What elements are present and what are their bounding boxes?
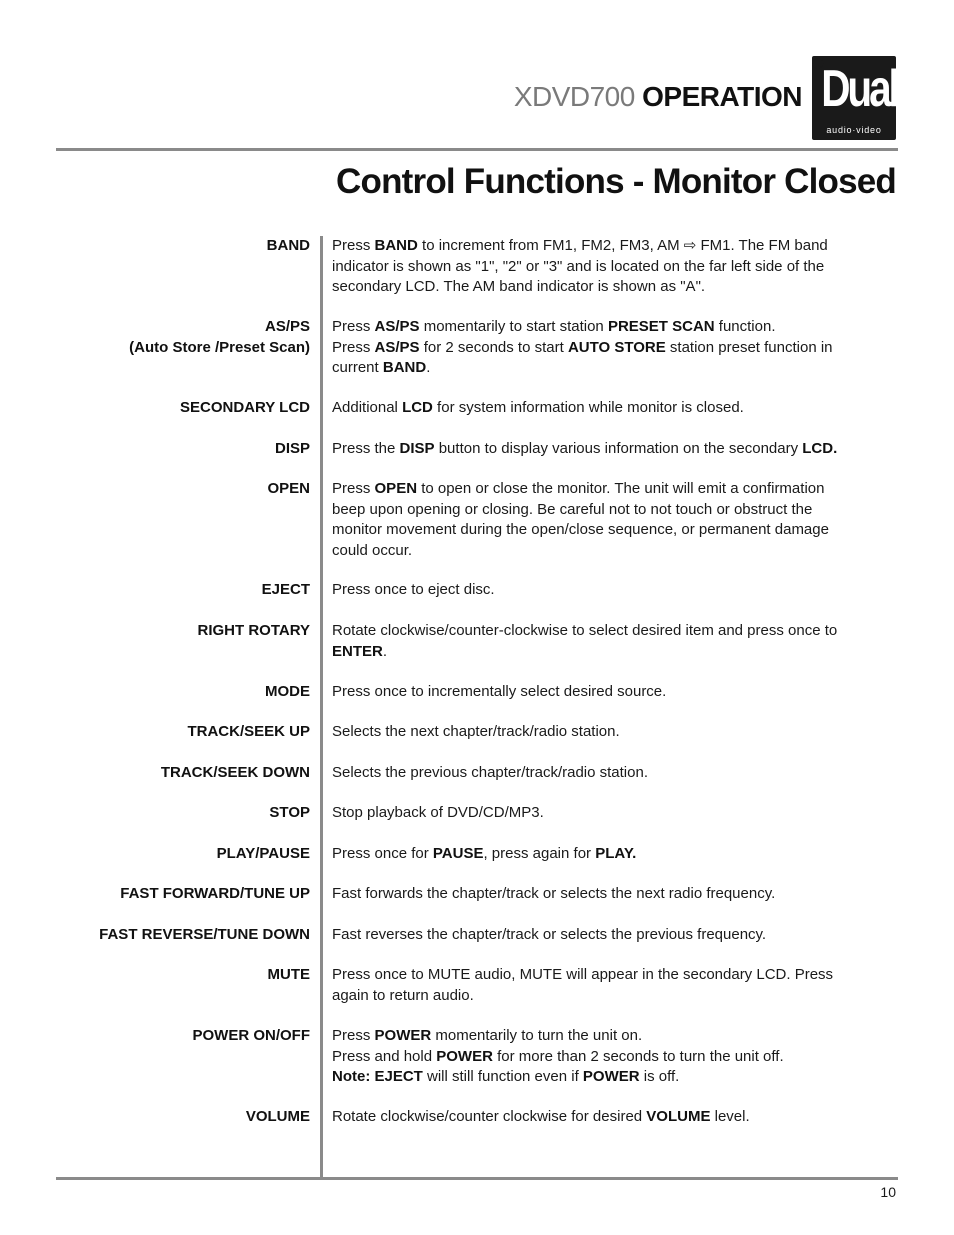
description-text: Press once for <box>332 845 433 862</box>
description-line <box>332 1047 892 1068</box>
top-rule <box>56 148 898 151</box>
function-term-line: BAND <box>266 237 310 254</box>
description-line <box>332 541 892 562</box>
description-text: Press once to MUTE audio, MUTE will appear in the secondary LCD. Press <box>332 966 834 983</box>
function-description <box>332 803 892 824</box>
function-term-line: AS/PS <box>264 318 310 335</box>
description-line <box>332 236 892 257</box>
function-term <box>262 580 310 601</box>
description-line <box>332 317 892 338</box>
function-term <box>180 398 310 419</box>
section-name: OPERATION <box>642 81 802 112</box>
function-term <box>267 479 310 500</box>
function-term-line: VOLUME <box>245 1108 310 1125</box>
description-text: beep upon opening or closing. Be careful not to not touch or obstruct the <box>332 500 813 518</box>
function-term <box>198 621 311 642</box>
description-text: function. <box>714 318 776 335</box>
function-description <box>332 621 892 662</box>
function-term-line: TRACK/SEEK UP <box>187 723 310 740</box>
description-text: to open or close the monitor. The unit will emit a confirmation <box>417 480 825 497</box>
description-text: to increment from FM1, FM2, FM3, AM ⇨ FM1. The FM band <box>417 237 828 254</box>
function-term <box>265 682 310 703</box>
function-term-line: TRACK/SEEK DOWN <box>160 764 310 781</box>
function-term <box>120 884 310 905</box>
description-text: Rotate clockwise/counter clockwise for desired <box>332 1108 647 1125</box>
description-line <box>332 520 892 541</box>
description-text: Selects the previous chapter/track/radio station. <box>332 764 648 781</box>
description-line <box>332 642 892 663</box>
description-line <box>332 803 892 824</box>
description-line <box>332 884 892 905</box>
function-term-line: MODE <box>265 683 310 700</box>
description-text: is off. <box>639 1068 680 1085</box>
description-text: current <box>332 359 383 376</box>
function-term-line: EJECT <box>261 581 310 598</box>
description-text: Additional <box>332 399 403 416</box>
function-term <box>269 803 310 824</box>
function-description <box>332 1026 892 1088</box>
keyword: POWER <box>374 1027 432 1044</box>
keyword: AS/PS <box>374 318 420 335</box>
function-description <box>332 398 892 419</box>
function-term <box>99 925 310 946</box>
bottom-rule <box>56 1177 898 1180</box>
logo-mark: Dual <box>821 60 897 118</box>
keyword: Note: EJECT <box>332 1068 423 1085</box>
keyword: VOLUME <box>646 1108 711 1125</box>
description-text: Selects the next chapter/track/radio station. <box>332 723 620 740</box>
description-text: Press once to eject disc. <box>332 581 495 598</box>
keyword: OPEN <box>374 480 418 497</box>
description-text: Rotate clockwise/counter-clockwise to select desired item and press once to <box>332 622 838 639</box>
description-line <box>332 722 892 743</box>
description-line <box>332 1067 892 1088</box>
description-text: Press <box>332 338 375 356</box>
description-text: could occur. <box>332 541 413 559</box>
function-term <box>187 722 310 743</box>
description-line <box>332 257 892 278</box>
function-description <box>332 763 892 784</box>
description-text: indicator is shown as "1", "2" or "3" and is located on the far left side of the <box>332 257 825 275</box>
function-term-line: OPEN <box>267 480 310 497</box>
function-term-line: POWER ON/OFF <box>192 1027 310 1044</box>
function-description <box>332 884 892 905</box>
header-title <box>514 80 802 114</box>
function-term <box>268 965 311 986</box>
keyword: PLAY. <box>595 845 637 862</box>
description-line <box>332 358 892 379</box>
function-description <box>332 682 892 703</box>
keyword: PAUSE <box>432 845 484 862</box>
page-title: Control Functions - Monitor Closed <box>336 162 896 201</box>
page-number: 10 <box>880 1184 896 1200</box>
function-description <box>332 317 892 379</box>
function-description <box>332 925 892 946</box>
function-description <box>332 722 892 743</box>
description-text: level. <box>710 1108 750 1125</box>
dual-logo <box>812 56 896 140</box>
function-term <box>275 439 310 460</box>
description-text: for more than 2 seconds to turn the unit off. <box>492 1047 784 1065</box>
function-term <box>129 317 310 358</box>
description-line <box>332 338 892 359</box>
keyword: AUTO STORE <box>567 338 666 356</box>
description-text: station preset function in <box>665 338 833 356</box>
keyword: AS/PS <box>374 338 420 356</box>
description-text: monitor movement during the open/close sequence, or permanent damage <box>332 521 829 538</box>
description-line <box>332 986 892 1007</box>
keyword: POWER <box>582 1068 640 1085</box>
description-line <box>332 439 892 460</box>
description-line <box>332 580 892 601</box>
description-text: Press and hold <box>332 1047 437 1065</box>
description-text: Press once to incrementally select desired source. <box>332 683 667 700</box>
registered-mark: ® <box>812 56 824 73</box>
description-line <box>332 479 892 500</box>
description-text: Press <box>332 480 375 497</box>
function-term-line: SECONDARY LCD <box>179 399 310 416</box>
description-line <box>332 965 892 986</box>
keyword: POWER <box>436 1047 493 1065</box>
function-term-line: STOP <box>269 804 310 821</box>
function-description <box>332 965 892 1006</box>
description-text: momentarily to start station <box>419 318 608 335</box>
description-line <box>332 763 892 784</box>
description-line <box>332 925 892 946</box>
description-text: Fast forwards the chapter/track or selects the next radio frequency. <box>332 885 776 902</box>
description-text: Press <box>332 237 375 254</box>
description-text: Press <box>332 318 375 335</box>
description-line <box>332 844 892 865</box>
description-text: . <box>382 642 388 660</box>
function-term-line: MUTE <box>267 966 310 983</box>
function-term <box>161 763 310 784</box>
description-text: Stop playback of DVD/CD/MP3. <box>332 804 544 821</box>
logo-subtitle: audio·video <box>826 125 882 135</box>
function-term <box>217 844 310 865</box>
function-description <box>332 1107 892 1128</box>
function-description <box>332 439 892 460</box>
function-description <box>332 236 892 298</box>
keyword: ENTER <box>332 642 383 660</box>
description-line <box>332 500 892 521</box>
function-term-line: (Auto Store /Preset Scan) <box>129 338 310 356</box>
description-text: secondary LCD. The AM band indicator is shown as "A". <box>332 278 706 295</box>
description-line <box>332 682 892 703</box>
function-description <box>332 580 892 601</box>
function-term-line: FAST REVERSE/TUNE DOWN <box>99 926 310 943</box>
keyword: DISP <box>399 440 435 457</box>
description-text: Press <box>332 1027 375 1044</box>
description-line <box>332 1026 892 1047</box>
description-line <box>332 1107 892 1128</box>
function-term-line: RIGHT ROTARY <box>197 622 310 639</box>
model-name: XDVD700 <box>513 81 635 112</box>
keyword: LCD. <box>802 440 838 457</box>
description-text: for system information while monitor is closed. <box>432 399 744 416</box>
function-term-line: DISP <box>274 440 310 457</box>
function-term-line: FAST FORWARD/TUNE UP <box>120 885 310 902</box>
function-term <box>267 236 310 257</box>
description-text: again to return audio. <box>332 986 474 1004</box>
description-text: Press the <box>332 440 400 457</box>
description-line <box>332 621 892 642</box>
function-term-line: PLAY/PAUSE <box>216 845 310 862</box>
function-description <box>332 479 892 561</box>
description-line <box>332 277 892 298</box>
keyword: PRESET SCAN <box>607 318 715 335</box>
function-description <box>332 844 892 865</box>
description-text: will still function even if <box>422 1068 583 1085</box>
description-text: button to display various information on the secondary <box>434 440 803 457</box>
description-text: . <box>426 359 431 376</box>
description-text: momentarily to turn the unit on. <box>431 1027 643 1044</box>
description-line <box>332 398 892 419</box>
keyword: BAND <box>374 237 418 254</box>
keyword: BAND <box>382 359 427 376</box>
column-divider <box>320 236 323 1178</box>
function-term <box>193 1026 311 1047</box>
description-text: for 2 seconds to start <box>419 338 568 356</box>
keyword: LCD <box>402 399 433 416</box>
function-term <box>246 1107 310 1128</box>
description-text: Fast reverses the chapter/track or selects the previous frequency. <box>332 926 767 943</box>
description-text: , press again for <box>483 845 596 862</box>
